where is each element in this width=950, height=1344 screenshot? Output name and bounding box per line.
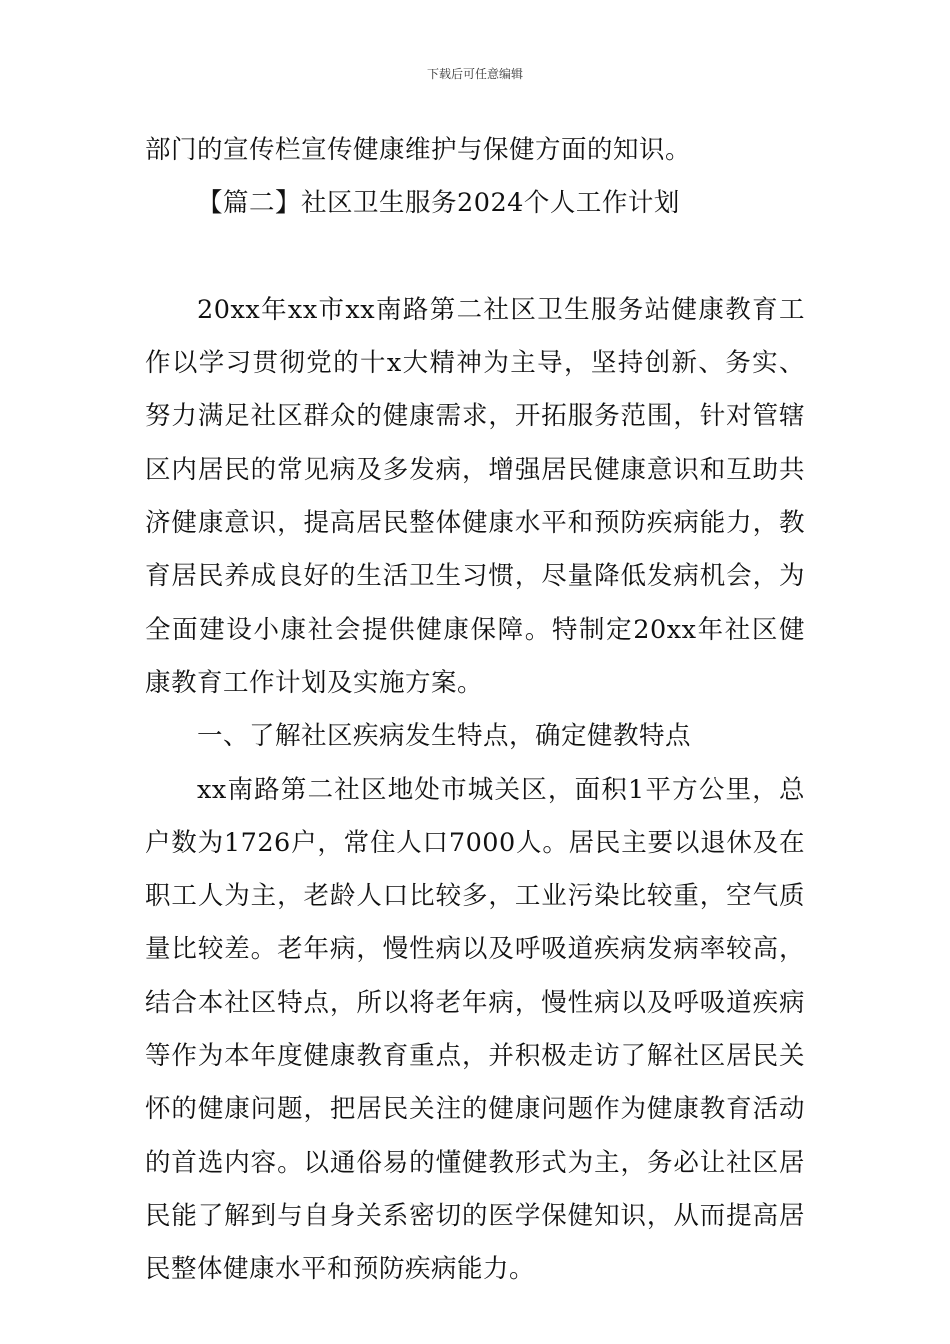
section-heading: 【篇二】社区卫生服务2024个人工作计划 xyxy=(197,188,680,219)
subsection-heading: 一、了解社区疾病发生特点，确定健教特点 xyxy=(197,721,692,752)
document-body xyxy=(145,124,805,1297)
paragraph-intro: 20xx年xx市xx南路第二社区卫生服务站健康教育工作以学习贯彻党的十x大精神为主导，坚持创新、务实、努力满足社区群众的健康需求，开拓服务范围，针对管辖区内居民的常见病及多发病，增强居民健康意识和互助共济健康意识，提高居民整体健康水平和预防疾病能力，教育居民养成良好的生活卫生习惯，尽量降低发病机会，为全面建设小康社会提供健康保障。特制定20xx年社区健康教育工作计划及实施方案。 xyxy=(145,294,805,698)
paragraph-community: xx南路第二社区地处市城关区，面积1平方公里，总户数为1726户，常住人口7000人。居民主要以退休及在职工人为主，老龄人口比较多，工业污染比较重，空气质量比较差。老年病，慢性病以及呼吸道疾病发病率较高，结合本社区特点，所以将老年病，慢性病以及呼吸道疾病等作为本年度健康教育重点，并积极走访了解社区居民关怀的健康问题，把居民关注的健康问题作为健康教育活动的首选内容。以通俗易的懂健教形式为主，务必让社区居民能了解到与自身关系密切的医学保健知识，从而提高居民整体健康水平和预防疾病能力。 xyxy=(145,774,805,1285)
page-header: 下载后可任意编辑 xyxy=(426,67,523,81)
blank-line xyxy=(145,231,805,284)
paragraph-continuation: 部门的宣传栏宣传健康维护与保健方面的知识。 xyxy=(145,135,692,165)
